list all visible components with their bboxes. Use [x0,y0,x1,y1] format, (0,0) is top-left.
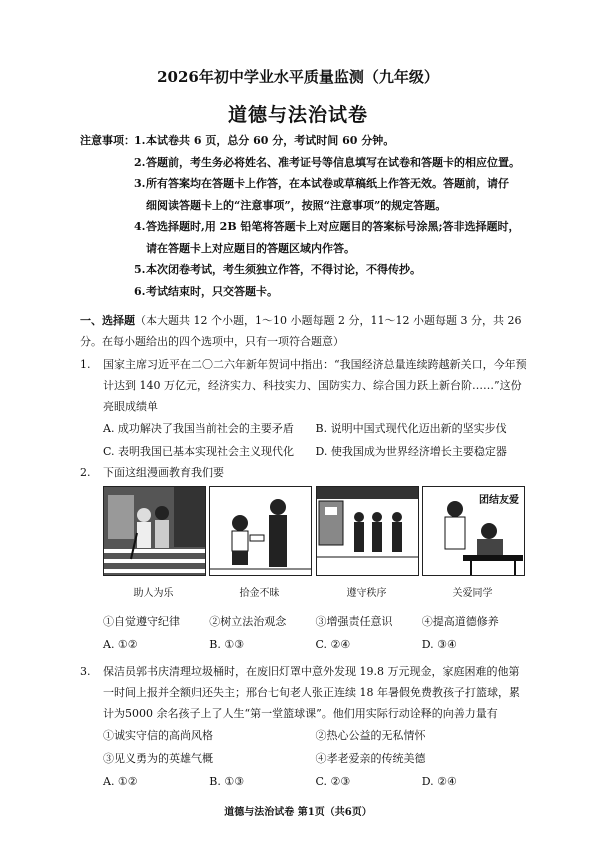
comic-order-illustration [317,487,418,575]
comic-care-illustration [423,487,524,575]
comic-honesty-illustration [210,487,311,575]
exam-subject-title: 道德与法治试卷 [227,104,368,126]
section-header [80,310,525,352]
comic-caption: 助人为乐 [133,588,174,599]
comic-caption: 拾金不昧 [239,588,280,599]
statement-3: ③增强责任意识 [315,615,393,628]
notice-item: 3. 所有答案均在答题卡上作答，在本试卷或草稿纸上作答无效。答题前，请仔 [134,177,509,190]
question-stem: 国家主席习近平在二〇二六年新年贺词中指出：“我国经济总量连续跨越新关口，今年预计达到 140 万亿元，经济实力、科技实力、国防实力、综合国力跃上新台阶……”这份亮眼成绩单 [103,358,527,413]
option-d: D. ③④ [421,638,457,651]
statement-2: ②树立法治观念 [209,615,287,628]
comic-caption: 遵守秩序 [346,588,387,599]
comic-panels [103,486,523,576]
option-a: A. 成功解决了我国当前社会的主要矛盾 [103,422,294,435]
question-1 [80,354,528,463]
option-a: A. ①② [103,775,138,788]
option-c: C. ②③ [315,775,351,788]
notice-item: 5. 本次闭卷考试，考生须独立作答，不得讨论，不得传抄。 [134,263,421,276]
statement-1: ①诚实守信的高尚风格 [103,729,213,742]
exam-title: 2026年初中学业水平质量监测（九年级） [157,68,439,86]
comic-panel-helping [103,486,206,576]
statement-2: ②热心公益的无私情怀 [315,729,426,742]
statement-1: ①自觉遵守纪律 [103,615,180,628]
statement-4: ④孝老爱亲的传统美德 [315,752,426,765]
notice-item: 4. 答选择题时,用 2B 铅笔将答题卡上对应题目的答案标号涂黑;答非选择题时， [134,220,520,233]
notice-item: 请在答题卡上对应题目的答题区域内作答。 [146,241,355,255]
question-number: 2. [80,466,91,479]
comic-panel-honesty [209,486,312,576]
notice-item: 细阅读答题卡上的“注意事项”，按照“注意事项”的规定答题。 [146,198,447,212]
question-number: 3. [80,665,91,678]
notice-item: 2. 答题前，考生务必将姓名、准考证号等信息填写在试卷和答题卡的相应位置。 [134,155,520,169]
comic-helping-illustration [104,487,205,575]
option-d: D. 使我国成为世界经济增长主要稳定器 [315,445,507,458]
question-3 [80,661,528,793]
section-heading: 一、选择题 [80,314,135,327]
option-b: B. 说明中国式现代化迈出新的坚实步伐 [315,422,507,435]
question-stem: 下面这组漫画教育我们要 [103,466,224,479]
panel-slogan: 团结友爱 [479,495,519,506]
comic-panel-order [316,486,419,576]
statement-4: ④提高道德修养 [421,615,499,628]
option-b: B. ①③ [209,775,245,788]
notice-block [80,130,530,302]
question-2-choices [80,610,528,656]
option-c: C. 表明我国已基本实现社会主义现代化 [103,445,295,458]
comic-caption: 关爱同学 [452,588,493,599]
question-2 [80,462,528,483]
statement-3: ③见义勇为的英雄气概 [103,752,213,765]
option-b: B. ①③ [209,638,245,651]
notice-item: 6. 考试结束时，只交答题卡。 [134,284,278,298]
question-number: 1. [80,358,91,371]
section-desc: （本大题共 12 个小题，1～10 小题每题 2 分，11～12 小题每题 3 分，共 26 分。在每小题给出的四个选项中，只有一项符合题意） [80,314,522,348]
option-a: A. ①② [103,638,138,651]
question-stem: 保洁员郭书庆清理垃圾桶时，在废旧灯罩中意外发现 19.8 万元现金，家庭困难的他第一时间上报并全额归还失主；邢台七旬老人张正连续 18 年暑假免费教孩子打篮球，累计为5000 余名孩子上了人生“第一堂篮球课”。他们用实际行动诠释的向善力量有 [103,665,520,720]
option-c: C. ②④ [315,638,351,651]
notice-item: 1. 本试卷共 6 页，总分 60 分，考试时间 60 分钟。 [134,134,395,147]
notice-label: 注意事项： [80,134,135,147]
page-footer: 道德与法治试卷 第1页（共6页） [224,807,372,818]
comic-panel-care [422,486,525,576]
option-d: D. ②④ [421,775,457,788]
